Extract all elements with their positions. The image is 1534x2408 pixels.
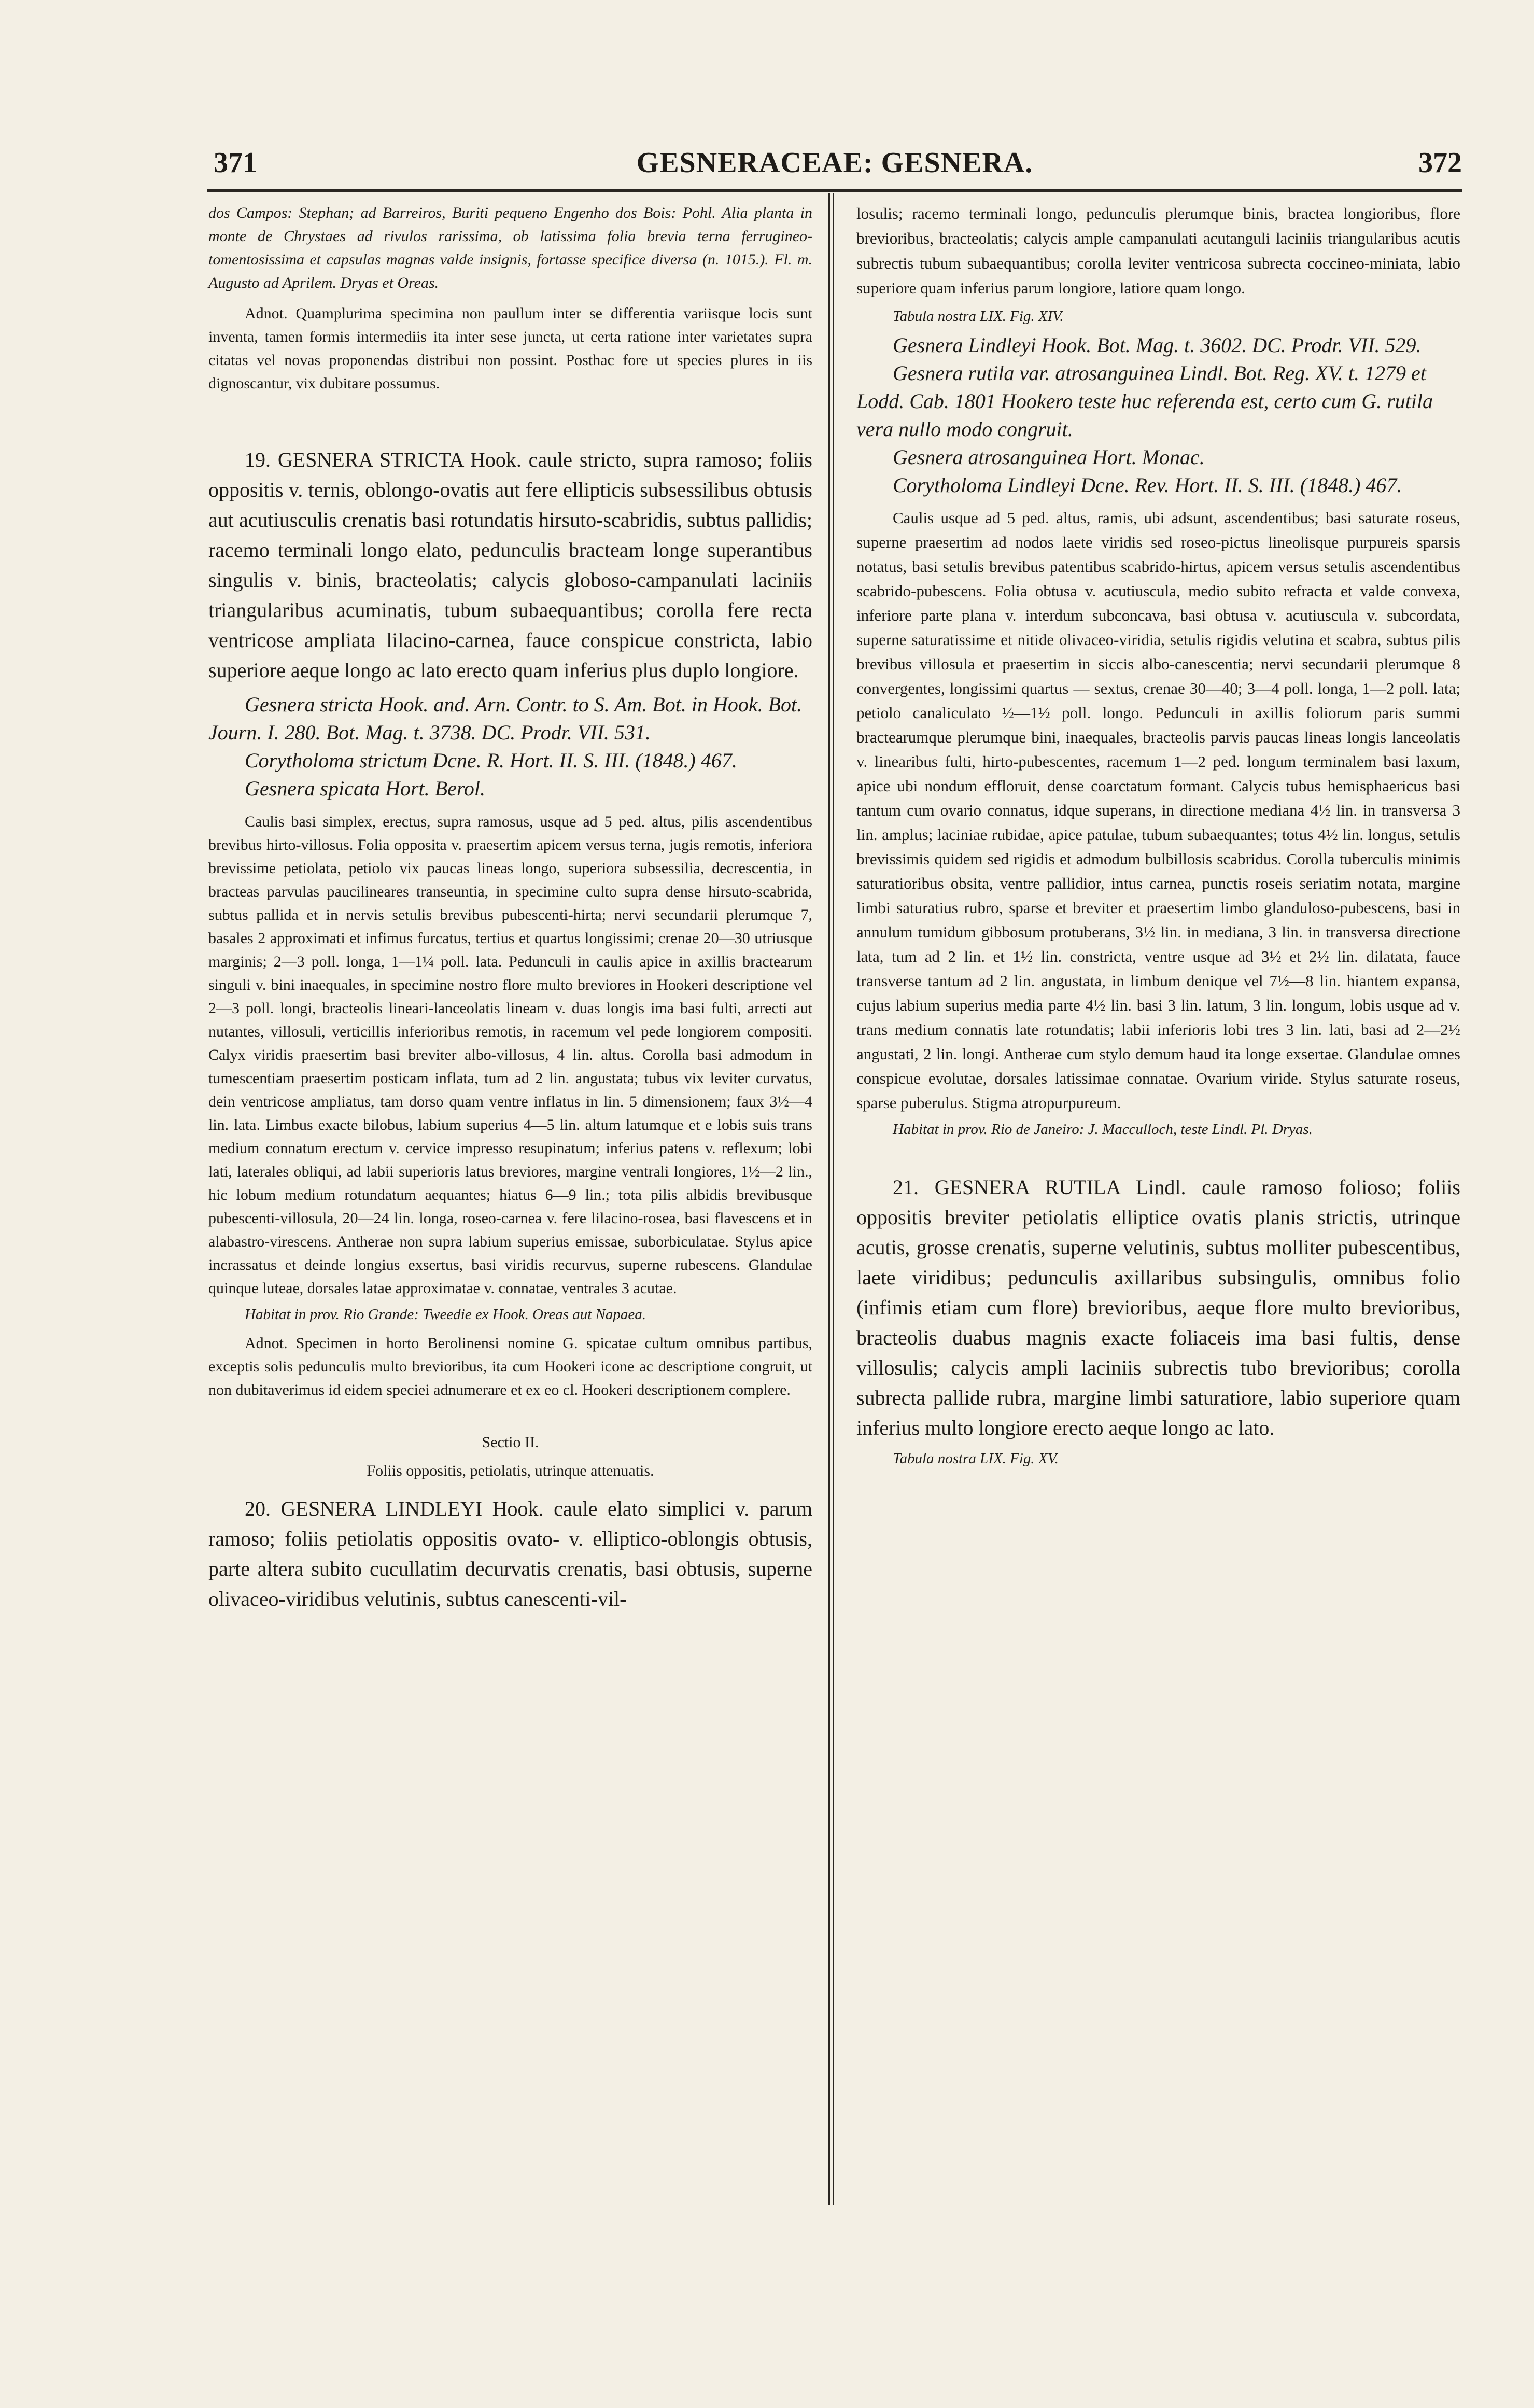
habitat-20: Habitat in prov. Rio de Janeiro: J. Macculloch, teste Lindl. Pl. Dryas. (893, 1121, 1313, 1138)
running-title: GESNERACEAE: GESNERA. (636, 147, 1033, 179)
synonym-19a: Gesnera stricta Hook. and. Arn. Contr. to S. Am. Bot. in Hook. Bot. Journ. I. 280. Bot. Mag. t. 3738. DC. Prodr. VII. 531. (208, 693, 803, 744)
section-heading: Sectio II. (482, 1434, 539, 1451)
habitat-continuation: dos Campos: Stephan; ad Barreiros, Buriti pequeno Engenho dos Bois: Pohl. Alia planta in monte de Chrystaes ad rivulos rarissima, ob latissima folia brevia terna ferrugineo-tomentosissima et capsulas magnas valde insignis, fortasse specifice diversa (n. 1015.). Fl. m. Augusto ad Aprilem. Dryas et Oreas. (208, 204, 812, 291)
plate-reference-21: Tabula nostra LIX. Fig. XV. (893, 1450, 1059, 1467)
header-rule (207, 189, 1462, 192)
habitat-19: Habitat in prov. Rio Grande: Tweedie ex Hook. Oreas aut Napaea. (245, 1306, 646, 1323)
column-divider (828, 193, 830, 2205)
adnotatio-19: Adnot. Specimen in horto Berolinensi nomine G. spicatae cultum omnibus partibus, exceptis solis pedunculis multo brevioribus, ita cum Hookeri icone ac descriptione congruit, ut non dubitaverimus id eidem speciei adnumerare et ex eo cl. Hookeri descriptionem complere. (208, 1335, 812, 1398)
column-divider-inner (833, 193, 834, 2205)
left-column (208, 201, 812, 1614)
synonym-19b: Corytholoma strictum Dcne. R. Hort. II. S. III. (1848.) 467. (245, 749, 737, 772)
synonym-20b: Gesnera rutila var. atrosanguinea Lindl. Bot. Reg. XV. t. 1279 et Lodd. Cab. 1801 Hookero teste huc referenda est, certo cum G. rutila vera nullo modo congruit. (856, 361, 1433, 441)
synonym-20d: Corytholoma Lindleyi Dcne. Rev. Hort. II. S. III. (1848.) 467. (893, 473, 1402, 497)
species-20-diagnosis-start: 20. GESNERA LINDLEYI Hook. caule elato simplici v. parum ramoso; foliis petiolatis oppositis ovato- v. elliptico-oblongis obtusis, parte altera subito cucullatim decurvatis crenatis, basi obtusis, superne olivaceo-viridibus velutinis, subtus canescenti-vil- (208, 1497, 812, 1611)
synonym-20a: Gesnera Lindleyi Hook. Bot. Mag. t. 3602. DC. Prodr. VII. 529. (893, 333, 1422, 357)
species-19-description: Caulis basi simplex, erectus, supra ramosus, usque ad 5 ped. altus, pilis ascendentibus brevibus hirto-villosus. Folia opposita v. praesertim apicem versus terna, jugis remotis, inferiora brevissime petiolata, petiolo vix paucas lineas longo, superiora subsessilia, decrescentia, in bracteas parvulas paucilineares transeuntia, in specimine culto supra dense hirsuto-scabrida, subtus pallida et in nervis setulis brevibus pubescenti-hirta; nervi secundarii plerumque 7, basales 2 approximati et infimus furcatus, tertius et quartus longissimi; crenae 20—30 utriusque marginis; 2—3 poll. longa, 1—1¼ poll. lata. Pedunculi in caulis apice in axillis bractearum singuli v. bini inaequales, in specimine nostro flore multo breviores in Hookeri descriptione vel 2—3 poll. longi, bracteolis lineari-lanceolatis lineam v. duas longis ima basi fulti, arrecti aut nutantes, villosuli, verticillis inferioribus remotis, in racemum vel pede longiorem compositi. Calyx viridis praesertim basi breviter albo-villosus, 4 lin. altus. Corolla basi admodum in tumescentiam praesertim posticam inflata, tum ad 2 lin. angustata; tubus vix leviter curvatus, dein ventricose ampliatus, tam dorso quam ventre inflatus in lin. 5 dimensionem; faux 3½—4 lin. lata. Limbus exacte bilobus, labium superius 4—5 lin. altum latumque et e lobis suis trans medium connatum erectum v. cervice impresso resupinatum; inferius patens v. reflexum; lobi lati, laterales obliqui, ad labii superioris latus breviores, margine ventrali longiores, 1½—2 lin., hic lobum medium rotundatum aequantes; hiatus 6—9 lin.; tota pilis albidis brevibusque pubescenti-villosula, 20—24 lin. longa, roseo-carnea v. fere lilacino-rosea, basi flavescens et in alabastro-virescens. Antherae non supra labium superius emissae, suborbiculatae. Stylus apice incrassatus et deinde longius exsertus, basi viridis recurvus, superne rubescens. Glandulae quinque luteae, dorsales latae approximatae v. connatae, ventrales 3 acutae. (208, 813, 812, 1297)
page-number-right: 372 (1418, 147, 1462, 179)
section-definition: Foliis oppositis, petiolatis, utrinque attenuatis. (367, 1462, 654, 1479)
species-21-diagnosis: 21. GESNERA RUTILA Lindl. caule ramoso folioso; foliis oppositis breviter petiolatis elliptice ovatis planis strictis, utrinque acutis, grosse crenatis, superne velutinis, subtus molliter pubescentibus, laete viridibus; pedunculis axillaribus subsingulis, omnibus folio (infimis etiam cum flore) brevioribus, aeque flore multo brevioribus, bracteolis duabus magnis exacte foliaceis ima basi fultis, dense villosulis; calycis ampli laciniis subrectis tubo brevioribus; corolla subrecta pallide rubra, margine limbi saturatiore, labio superiore quam inferius multo longiore erecto aeque longo ac lato. (856, 1175, 1460, 1439)
synonym-20c: Gesnera atrosanguinea Hort. Monac. (893, 445, 1205, 469)
species-20-description: Caulis usque ad 5 ped. altus, ramis, ubi adsunt, ascendentibus; basi saturate roseus, superne praesertim ad nodos laete viridis sed roseo-pictus lineolisque purpureis sparsis notatus, basi setulis brevibus patentibus scabrido-hirtus, apicem versus setulis ascendentibus scabrido-pubescens. Folia obtusa v. acutiuscula, medio subito refracta et valde convexa, inferiore parte plana v. interdum subconcava, basi obtusa v. acutiuscula v. subcordata, superne saturatissime et nitide olivaceo-viridia, setulis rigidis velutina et scabra, subtus pilis brevibus villosula et praesertim in siccis albo-canescentia; nervi secundarii plerumque 8 convergentes, longissimi quartus — sextus, crenae 30—40; 3—4 poll. longa, 1—2 poll. lata; petiolo canaliculato ½—1½ poll. longo. Pedunculi in axillis foliorum paris summi bractearumque plerumque bini, inaequales, bracteolis parvis paucas lineas longis lanceolatis v. linearibus fulti, hirto-pubescentes, racemum 1—2 ped. longum terminalem basi laxum, apice ubi nondum effloruit, dense coarctatum formant. Calycis tubus hemisphaericus basi tantum cum ovario connatus, idque superans, in directione mediana 4½ lin. in transversa 3 lin. amplus; laciniae rubidae, apice patulae, tubum subaequantes; totus 4½ lin. longus, setulis brevissimis quidem sed rigidis et admodum bulbillosis scabridus. Corolla tuberculis minimis saturatioribus obsita, ventre pallidior, intus carnea, punctis roseis seriatim notata, margine limbi saturatius rubro, sparse et breviter et praesertim limbo glanduloso-pubescens, basi in annulum tumidum gibbosum protuberans, 3½ lin. in mediana, 3 lin. in transversa directione lata, tum ad 2 lin. et 1½ lin. constricta, ventre usque ad 3½ et 2½ lin. dilatata, fauce transverse tantum ad 2 lin. angustata, in limbum denique vel 7½—8 lin. hiantem expansa, cujus labium superius media parte 4½ lin. basi 3 lin. latum, 3 lin. longum, lobis usque ad v. trans medium connatis late rotundatis; labii inferioris lobi tres 3 lin. lati, basi ad 2—2½ angustati, 2 lin. longi. Antherae cum stylo demum haud ita longe exsertae. Glandulae omnes conspicue evolutae, dorsales latissimae connatae. Ovarium viride. Stylus saturate roseus, sparse puberulus. Stigma atropurpureum. (856, 509, 1460, 1112)
right-column (856, 201, 1460, 1471)
plate-reference-20: Tabula nostra LIX. Fig. XIV. (893, 308, 1064, 325)
page-number-left: 371 (214, 147, 257, 179)
page-header (207, 146, 1462, 183)
synonym-19c: Gesnera spicata Hort. Berol. (245, 777, 486, 800)
adnotatio-18: Adnot. Quamplurima specimina non paullum inter se differentia variisque locis sunt inventa, tamen formis intermediis ita inter sese juncta, ut certa ratione inter varietates supra citatas vel novas proponendas distribui non possint. Posthac fore ut species plures in iis dignoscantur, vix dubitare possumus. (208, 305, 812, 392)
species-19-diagnosis: 19. GESNERA STRICTA Hook. caule stricto, supra ramoso; foliis oppositis v. ternis, oblongo-ovatis aut fere ellipticis subsessilibus obtusis aut acutiusculis crenatis basi rotundatis hirsuto-scabridis, subtus pallidis; racemo terminali longo elato, pedunculis bracteam longe superantibus singulis v. binis, bracteolatis; calycis globoso-campanulati laciniis triangularibus acuminatis, tubum subaequantibus; corolla fere recta ventricose ampliata lilacino-carnea, fauce conspicue constricta, labio superiore aeque longo ac lato erecto quam inferius plus duplo longiore. (208, 448, 812, 682)
species-20-diagnosis-end: losulis; racemo terminali longo, pedunculis plerumque binis, bractea longioribus, flore brevioribus, bracteolatis; calycis ample campanulati acutanguli laciniis triangularibus acutis subrectis tubum subaequantibus; corolla leviter ventricosa subrecta coccineo-miniata, labio superiore quam inferius parum longiore, latiore quam longo. (856, 204, 1460, 297)
